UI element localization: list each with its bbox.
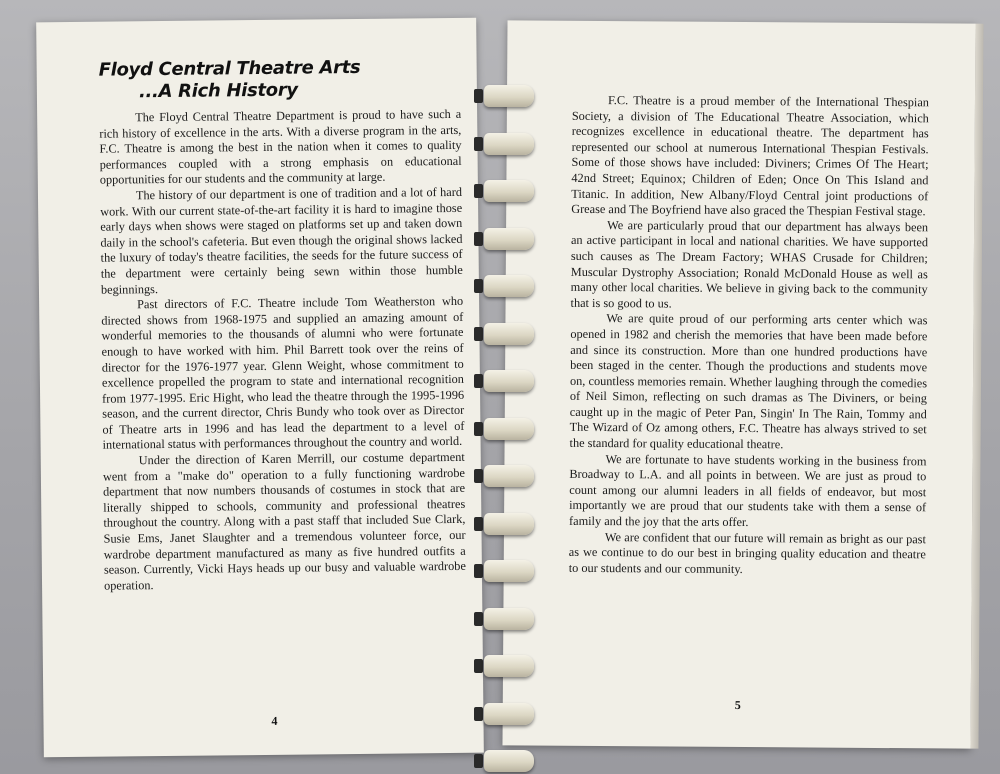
history-paragraph-4: Under the direction of Karen Merrill, our costume department went from a "make do" operation to a fully functioning wardrobe department that now numbers thousands of costumes in stock that are literally shipped to schools, community and professional theatres throughout the country. Along with a past staff that included Sue Clark, Susie Ems, Janet Slaughter and a tremendous volunteer force, our wardrobe department manufactured as many as five hundred outfits a season. Currently, Vicki Hays heads up our busy and valuable wardrobe operation. bbox=[102, 449, 466, 593]
binding-hole bbox=[474, 137, 483, 151]
binding-hole bbox=[474, 517, 483, 531]
spiral-coil bbox=[484, 750, 534, 772]
spiral-coil bbox=[484, 275, 534, 297]
binding-hole bbox=[474, 469, 483, 483]
spiral-coil bbox=[484, 228, 534, 250]
binding-hole bbox=[474, 374, 483, 388]
binding-hole bbox=[474, 659, 483, 673]
spiral-coil bbox=[484, 323, 534, 345]
charities-paragraph: We are particularly proud that our department has always been an active participant in local and national charities. We have supported such causes as The Dream Factory; WHAS Crusade for Children; Muscular Dystrophy Association; Ronald McDonald House as well as many other local charities. We believe in giving back to the community that is so good to us. bbox=[570, 217, 929, 311]
binding-hole bbox=[474, 564, 483, 578]
right-page-content bbox=[569, 93, 929, 579]
alumni-paragraph: We are fortunate to have students working in the business from Broadway to L.A. and all points in between. We are just as proud to count among our alumni leaders in all fields of endeavor, but most importantly we are proud that our students take with them a sense of family and the joy that the arts offer. bbox=[568, 451, 927, 530]
left-page-content bbox=[99, 56, 467, 594]
binding-hole bbox=[474, 89, 483, 103]
spiral-binding bbox=[470, 30, 540, 740]
spiral-coil bbox=[484, 703, 534, 725]
title-line-2: ...A Rich History bbox=[138, 79, 298, 103]
spiral-coil bbox=[484, 560, 534, 582]
binding-hole bbox=[474, 232, 483, 246]
history-paragraph-1: The Floyd Central Theatre Department is proud to have such a rich history of excellence in the arts. With a diverse program in the arts, F.C. Theatre is among the best in the nation when it comes to quality performances coupled with a strong emphasis on educational opportunities for our students and the community at large. bbox=[99, 106, 462, 188]
history-paragraph-3: Past directors of F.C. Theatre include Tom Weatherston who directed shows from 1968-1975 and supplied an amazing amount of wonderful memories to the thousands of alumni who were fortunate enough to have worked with him. Phil Barrett took over the reins of director for the 1976-1977 year. Glenn Weight, whose commitment to excellence propelled the program to state and international recognition from 1977-1995. Eric Hight, who lead the theatre through the 1995-1996 season, and the current director, Chris Bundy who took over as Director of Theatre arts in 1996 and has lead the department to a level of international status with performances throughout the country and world. bbox=[101, 293, 465, 453]
spiral-coil bbox=[484, 180, 534, 202]
spiral-coil bbox=[484, 418, 534, 440]
binding-hole bbox=[474, 184, 483, 198]
binding-hole bbox=[474, 754, 483, 768]
binding-hole bbox=[474, 422, 483, 436]
binding-hole bbox=[474, 327, 483, 341]
spiral-coil bbox=[484, 465, 534, 487]
spiral-coil bbox=[484, 513, 534, 535]
spiral-coil bbox=[484, 85, 534, 107]
spiral-coil bbox=[484, 370, 534, 392]
spiral-coil bbox=[484, 608, 534, 630]
arts-center-paragraph: We are quite proud of our performing arts center which was opened in 1982 and cherish the memories that have been made before and since its construction. More than one hundred productions have been staged in the center. Though the productions and students move on, countless memories remain. Whether laughing through the comedies of Neil Simon, reflecting on such dramas as The Diviners, or being caught up in the magic of Peter Pan, Singin' In The Rain, Tommy and The Wizard of Oz among others, F.C. Theatre has always strived to set the standard for quality educational theatre. bbox=[569, 311, 928, 452]
page-number-right: 5 bbox=[734, 697, 741, 713]
spiral-coil bbox=[484, 133, 534, 155]
page-number-left: 4 bbox=[271, 713, 278, 728]
title-line-1: Floyd Central Theatre Arts bbox=[98, 56, 361, 81]
binding-hole bbox=[474, 612, 483, 626]
left-page bbox=[36, 18, 484, 758]
right-page bbox=[502, 20, 975, 748]
thespian-paragraph: F.C. Theatre is a proud member of the International Thespian Society, a division of The Educational Theatre Association, which recognizes excellence in educational theatre. The department has represented our school at numerous International Thespian Festivals. Some of those shows have included: Diviners; Crimes Of The Heart; 42nd Street; Equinox; Children of Eden; Once On This Island and Titanic. In addition, New Albany/Floyd Central joint productions of Grease and The Boyfriend have also graced the Thespian Festival stage. bbox=[571, 93, 930, 219]
binding-hole bbox=[474, 707, 483, 721]
future-paragraph: We are confident that our future will remain as bright as our past as we continue to do our best in bringing quality education and theatre to our students and our community. bbox=[568, 529, 926, 576]
page-title bbox=[99, 56, 461, 104]
spiral-coil bbox=[484, 655, 534, 677]
binding-hole bbox=[474, 279, 483, 293]
history-paragraph-2: The history of our department is one of tradition and a lot of hard work. With our current state-of-the-art facility it is hard to imagine those early days when shows were staged on platforms set up and taken down daily in the school's cafeteria. But even though the original shows lacked the luxury of today's theatre facilities, the seeds for the future success of the department were certainly being sewn within those humble beginnings. bbox=[100, 184, 463, 297]
